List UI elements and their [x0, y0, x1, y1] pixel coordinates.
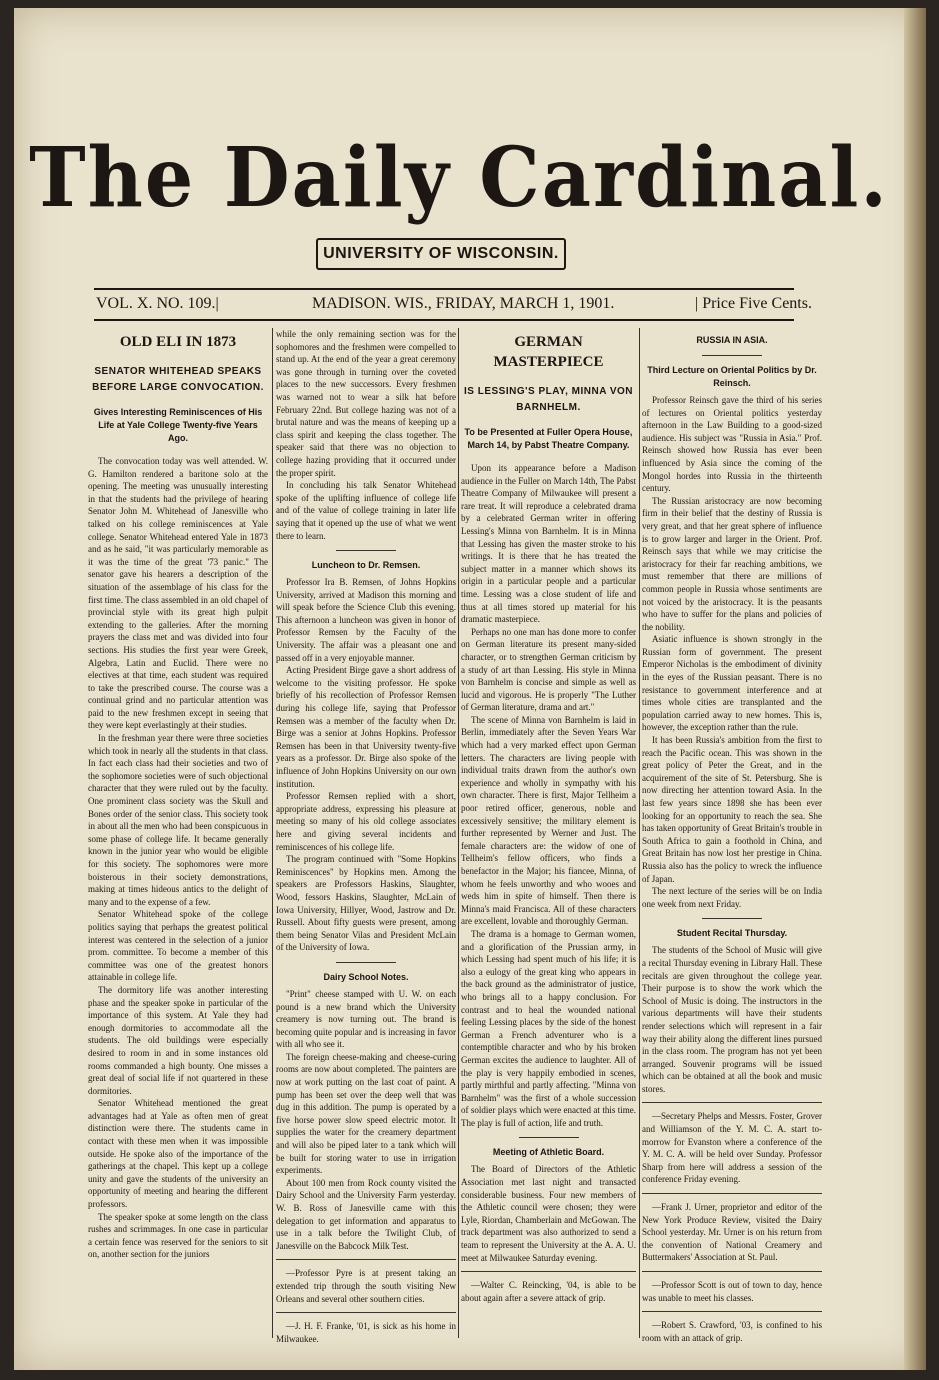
- headline-athletic-board: Meeting of Athletic Board.: [492, 1147, 605, 1158]
- personal-note: —Walter C. Reincking, '04, is able to be about again after a severe attack of grip.: [461, 1280, 636, 1303]
- article-paragraph: Professor Remsen replied with a short, appropriate address, expressing his pleasure at meeting so many of his old college associates here and giving several incidents and reminiscences of his college life.: [276, 791, 456, 852]
- article-paragraph: The foreign cheese-making and cheese-curing rooms are now about completed. The painters are now at work putting on the last coat of paint. A pump has been set over the deep well that was dug in this addition. The pump is operated by a five horse power slow speed electric motor. It supplies the water for the creamery department and will also be piped later to a tank which will be built for storing water to use in irrigation experiments.: [276, 1051, 456, 1176]
- article-paragraph: Professor Reinsch gave the third of his series of lectures on Oriental politics yesterday afternoon in the Law Building to a good-sized audience. His subject was "Russia in Asia." Prof. Reinsch showed how Russia has ever been influenced by Asia since the coming of the Mongol hordes into Russia in the thirteenth century.: [642, 395, 822, 494]
- personal-note: —Secretary Phelps and Messrs. Foster, Grover and Williamson of the Y. M. C. A. start to-morrow for Evanston where a conference of the Y. M. C. A. will be held over Sunday. Professor Sharp from here will address a session of the conference Friday evening.: [642, 1111, 822, 1185]
- article-separator: [519, 1137, 579, 1138]
- article-separator: [336, 550, 396, 551]
- article-paragraph: Acting President Birge gave a short address of welcome to the visiting professor. He spoke briefly of his recollection of Professor Remsen during his college life, saying that Professor Remsen was a member of the faculty when Dr. Birge was a senior at Johns Hopkins. Professor Remsen has been in that University twenty-five years as a professor. Dr. Birge also spoke of the influence of John Hopkins University on our own institution.: [276, 665, 456, 789]
- article-separator: [642, 1271, 822, 1272]
- headline-student-recital: Student Recital Thursday.: [676, 928, 788, 939]
- dateline-place-date: MADISON. WIS., FRIDAY, MARCH 1, 1901.: [312, 295, 615, 312]
- personal-note: —J. H. F. Franke, '01, is sick as his home in Milwaukee.: [276, 1321, 456, 1344]
- headline-russia-in-asia: RUSSIA IN ASIA.: [696, 335, 768, 345]
- article-separator: [702, 918, 762, 919]
- article-paragraph: It has been Russia's ambition from the first to reach the Pacific ocean. This was shown in the great policy of Peter the Great, and in the acquirement of the site of St. Petersburg. She is now directing her attention toward Asia. In the last few years since 1898 she has been ever looking for an opportunity to reach the sea. She has taken opportunity of Great Britain's trouble in South Africa to gain a foothold in China, and Great Britain has now lost her prestige in China. Russia also has the policy to wreck the influence of Japan.: [642, 735, 822, 884]
- headline-luncheon: Luncheon to Dr. Remsen.: [311, 560, 421, 571]
- article-paragraph: About 100 men from Rock county visited the Dairy School and the University Farm yesterday. W. B. Ross of Janesville came with this delegation to get information and apparatus to use in a talk before the Twilight Club, of Janesville on the Babcock Milk Test.: [276, 1177, 456, 1251]
- article-separator: [642, 1102, 822, 1103]
- article-paragraph: while the only remaining section was for the sophomores and the freshmen were compelled to stand up. At the end of the year a great ceremony was gone through in turning over the coveted places to the new successors. Every freshmen was warned not to wear a silk hat before February 22nd. But college hazing was not of a brutal nature and was the means of keeping up a class spirit and keeping the class together. The speaker said that there was no objection to college hazing providing that it occurred under the proper spirit.: [276, 329, 456, 478]
- article-paragraph: The Russian aristocracy are now becoming firm in their belief that the destiny of Russia is very great, and that her great sphere of influence is to grow larger and larger in the Orient. Prof. Reinsch says that while we may criticise the aristocracy for their far reaching ambitions, we must remember that there are millions of common people in Russia whose sentiments are not voiced by the aristocracy. It is the peasants who have to suffer for the plans and policies of the nobility.: [642, 495, 822, 632]
- book-binding: [904, 8, 926, 1370]
- article-paragraph: The Board of Directors of the Athletic Association met last night and transacted considerable business. Four new members of the Athletic council were chosen; they were Lyle, Riordan, Chamberlain and McGowan. The track department was also authorized to send a team to represent the University at the A. A. U. meet at Milwaukee Saturday evening.: [461, 1164, 636, 1263]
- column-rule: [272, 328, 273, 1338]
- article-paragraph: The speaker spoke at some length on the class rushes and scrimmages. In one case in particular a certain fence was reserved for the seniors to sit on, another section for the juniors: [88, 1211, 268, 1260]
- headline-german-masterpiece: GERMAN MASTERPIECE: [493, 334, 604, 370]
- column-rule: [639, 328, 640, 1338]
- newspaper-page: [14, 8, 926, 1370]
- article-paragraph: Senator Whitehead spoke of the college politics saying that perhaps the greatest political interest was centered in the selection of a junior prom. committee. To become a member of this committee was one of the greatest honors attainable in college life.: [88, 909, 268, 983]
- article-paragraph: Upon its appearance before a Madison audience in the Fuller on March 14th, The Pabst Theatre Company of Milwaukee will present a rare treat. It will reproduce a celebrated drama by a celebrated German writer in offering Lessing's Minna von Barnhelm. It is in Minna that Lessing has given the master stroke to his writings. It is there that he has treated the subject matter in a manner which shows its origin in a particular people and a particular time. Lessing was a close student of life and thus at all times stored up material for his dramatic masterpiece.: [461, 463, 636, 625]
- column-1: [88, 328, 268, 1358]
- article-separator: [461, 1271, 636, 1272]
- volume-number: VOL. X. NO. 109.|: [96, 295, 219, 312]
- subhead-reinsch: Third Lecture on Oriental Politics by Dr. Reinsch.: [647, 365, 817, 388]
- dateline-rule-top: [94, 288, 794, 290]
- headline-old-eli: OLD ELI IN 1873: [119, 334, 237, 350]
- article-separator: [642, 1193, 822, 1194]
- article-separator: [336, 962, 396, 963]
- article-separator: [276, 1312, 456, 1313]
- subhead-whitehead: SENATOR WHITEHEAD SPEAKS BEFORE LARGE CONVOCATION.: [92, 366, 264, 393]
- masthead-title: The Daily Cardinal.: [29, 129, 889, 226]
- deck-whitehead: Gives Interesting Reminiscences of His Life at Yale College Twenty-five Years Ago.: [93, 407, 263, 443]
- masthead-subtitle: UNIVERSITY OF WISCONSIN.: [316, 238, 566, 270]
- column-4: [642, 328, 822, 1358]
- personal-note: —Robert S. Crawford, '03, is confined to his room with an attack of grip.: [642, 1320, 822, 1343]
- column-rule: [458, 328, 459, 1338]
- article-paragraph: Asiatic influence is shown strongly in the Russian form of government. The present Emperor Nicholas is the embodiment of divinity in the eyes of the Russian peasant. There is no resistance to government interference and at times whole cities are transplanted and the population carried away to new homes. This is, however, the exception rather than the rule.: [642, 634, 822, 733]
- article-paragraph: Professor Ira B. Remsen, of Johns Hopkins University, arrived at Madison this morning and will speak before the Science Club this evening. This afternoon a luncheon was given in honor of Professor Remsen by the Faculty of the University. The affair was a pleasant one and passed off in a very enjoyable manner.: [276, 577, 456, 663]
- column-2: [276, 328, 456, 1358]
- article-paragraph: "Print" cheese stamped with U. W. on each pound is a new brand which the University creamery is now turning out. The brand is becoming quite popular and is increasing in favor with all who see it.: [276, 988, 456, 1050]
- article-paragraph: In concluding his talk Senator Whitehead spoke of the uplifting influence of college life and of the value of college training in later life saying that it opened up the use of what we went there to learn.: [276, 480, 456, 541]
- article-separator: [276, 1259, 456, 1260]
- price: | Price Five Cents.: [695, 295, 812, 312]
- article-paragraph: The drama is a homage to German women, and a glorification of the Prussian army, in which Lessing had spent much of his life; it is also a eulogy of the great king who appears in the back ground as the administrator of justice, who brings all to a happy conclusion. For contrast and to heal the wounded national feeling Lessing places by the side of the honest German a French adventurer who is a contemptible character and who by his broken German excites the audience to laughter. All of the play is very happily embodied in scenes, partly mirthful and partly affecting. "Minna von Barnhelm" was the first of a whole succession of soldier plays which were enacted at this time. The play is full of action, life and truth.: [461, 928, 636, 1128]
- article-paragraph: In the freshman year there were three societies which took in nearly all the students in that class. In fact each class had their societies and two of the sophomore societies were of such objectional character that they were ruled out by the faculty. One prominent class society was the Skull and Bones order of the senior class. This society took in about all the men who had been conspicuous in some phase of college life. It became generally known in the junior year who would be eligible for this society. The sophomores were more boisterous in their society demonstrations, making at times hideous antics to the delight of many and to the expense of a few.: [88, 733, 268, 907]
- article-separator: [642, 1311, 822, 1312]
- deck-lessing: To be Presented at Fuller Opera House, March 14, by Pabst Theatre Company.: [464, 427, 633, 450]
- article-separator: [702, 355, 762, 356]
- article-paragraph: The dormitory life was another interesting phase and the speaker spoke in particular of the importance of this system. At Yale they had enough dormitories to accommodate all the students. The old buildings were especially desired to room in and in some instances old rooms commanded a high bounty. One misses a great deal of social life if not quartered in these dormitories.: [88, 984, 268, 1096]
- personal-note: —Professor Pyre is at present taking an extended trip through the south visiting New Orleans and several other southern cities.: [276, 1268, 456, 1304]
- personal-note: —Frank J. Urner, proprietor and editor of the New York Produce Review, visited the Dairy School yesterday. Mr. Urner is on his return from the convention of National Creamery and Buttermakers' Association at St. Paul.: [642, 1202, 822, 1263]
- personal-note: —Professor Scott is out of town to day, hence was unable to meet his classes.: [642, 1280, 822, 1303]
- article-paragraph: The students of the School of Music will give a recital Thursday evening in Library Hall. These recitals are given throughout the college year. Their purpose is to show the work which the School of Music is doing. The instructors in the various departments will have their students render selections which will represent in a fair way their ability along the different lines pursued in the class room. The program has not yet been arranged. Souvenir programs will be issued which can be obtained at all the book and music stores.: [642, 945, 822, 1094]
- article-paragraph: Senator Whitehead mentioned the great advantages had at Yale as often men of great distinction were there. The students came in contact with these men when it was impossible outside. He spoke also of the importance of the gatherings at the chapel. This kept up a college unity and gave the students of the university an opportunity of meeting and hearing the different professors.: [88, 1098, 268, 1210]
- article-paragraph: The convocation today was well attended. W. G. Hamilton rendered a baritone solo at the opening. The meeting was unusually interesting in that the students had the privilege of hearing Senator John M. Whitehead of Janesville who talked on his college reminiscences at Yale college. Senator Whitehead entered Yale in 1873 and as he said, "it was particularly memorable as it was the time of the great '73 panic." The senator gave his hearers a description of the situation of the assemblage of his class for the first time. The class assembled in an old chapel of provincial style with its great high pulpit extending to the galleries. After the morning prayers the class met and was divided into four sections. His studies the first year were Greek, Algebra, Latin and Euclid. There were no electives at that time, each student was required to take the prescribed course. The course was a continual grind and no particular attention was paid to the new freshmen except in seeing that they were kept everlastingly at their studies.: [88, 456, 268, 731]
- article-paragraph: The scene of Minna von Barnhelm is laid in Berlin, immediately after the Seven Years War which had a very marked effect upon German letters. The characters are living people with individual traits drawn from the author's own experience and wholly in sympathy with his own character. There is first, Major Tellheim a poor retired officer, generous, noble and excessively sensitive; the military element is further represented by Werner and Just. The female characters are: the widow of one of Tellheim's fellow officers, who finds a benefactor in the Major; his fiancee, Minna, of whom he feels unworthy and who wooes and weds him in spite of himself. Then there is Minna's maid Francisca. All of these characters are excellent, lovable and thoroughly German.: [461, 714, 636, 927]
- article-paragraph: The program continued with "Some Hopkins Reminiscences" by Hopkins men. Among the speakers are Professors Haskins, Slaughter, Wood, fessors Haskins, Slaughter, McLain of Iowa University, Hillyer, Wood, Jastrow and Dr. Russell. About fifty guests were present, among them being Senator Vilas and President McLain of the University of Iowa.: [276, 854, 456, 953]
- article-paragraph: Perhaps no one man has done more to confer on German literature its present many-sided character, or to strengthen German criticism by a study of art than Lessing. His style in Minna von Barnhelm is concise and simple as well as lucid and vigorous. He is properly "The Luther of German literature, drama and art.": [461, 626, 636, 713]
- dateline-rule-bottom: [94, 319, 794, 321]
- subhead-lessing: IS LESSING'S PLAY, MINNA VON BARNHELM.: [464, 386, 633, 413]
- column-3: [461, 328, 636, 1358]
- article-paragraph: The next lecture of the series will be on India one week from next Friday.: [642, 886, 822, 909]
- headline-dairy: Dairy School Notes.: [323, 971, 409, 982]
